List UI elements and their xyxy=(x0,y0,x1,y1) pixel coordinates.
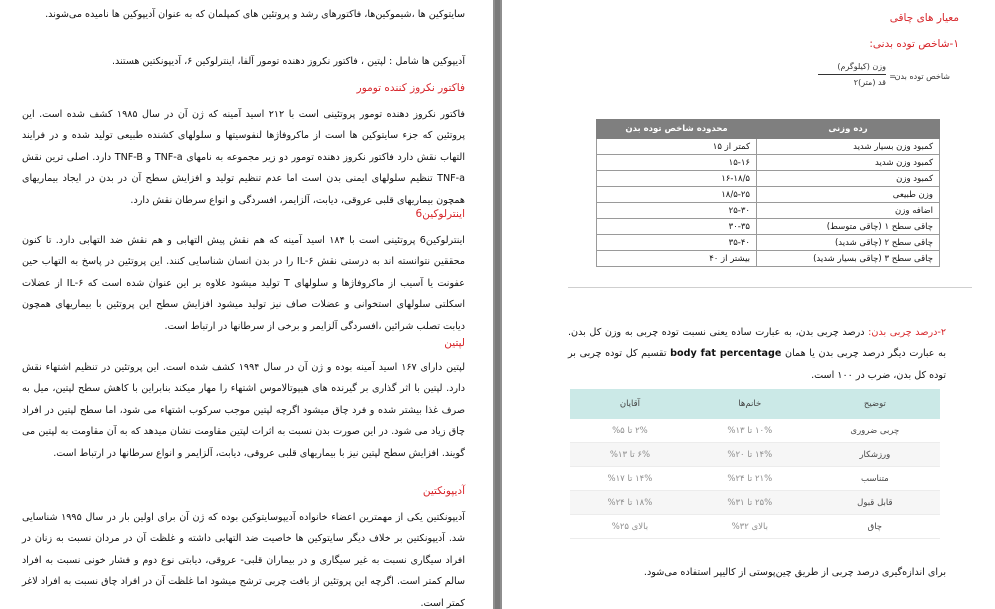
fat-header-women: خانم‌ها xyxy=(690,389,810,419)
bmi-table-header xyxy=(597,120,940,139)
fat-cell-women: ۱۴% تا ۲۰% xyxy=(690,443,810,467)
table-row xyxy=(597,219,940,235)
fat-cell-description: ورزشکار xyxy=(810,443,940,467)
bmi-cell-range: کمتر از ۱۵ xyxy=(597,139,757,155)
fat-cell-women: بالای ۳۲% xyxy=(690,515,810,539)
bmi-cell-range: ۱۵-۱۶ xyxy=(597,155,757,171)
table-row xyxy=(597,139,940,155)
bmi-header-category: رده وزنی xyxy=(757,120,940,139)
fat-header-description: توضیح xyxy=(810,389,940,419)
bmi-cell-category: کمبود وزن شدید xyxy=(757,155,940,171)
heading-body-fat: ۲-درصد چربی بدن: xyxy=(868,327,947,338)
fat-cell-men: بالای ۲۵% xyxy=(570,515,690,539)
fat-table-header xyxy=(570,389,940,419)
formula-fraction-bar xyxy=(818,74,886,75)
bmi-cell-range: ۱۶-۱۸/۵ xyxy=(597,171,757,187)
table-row xyxy=(570,419,940,443)
table-row xyxy=(597,155,940,171)
formula-denominator: قد (متر)۲ xyxy=(853,78,886,87)
heading-bmi: ۱-شاخص توده بدنی: xyxy=(869,38,959,50)
bmi-cell-category: وزن طبیعی xyxy=(757,187,940,203)
formula-numerator: وزن (کیلوگرم) xyxy=(837,62,886,71)
paragraph-cytokines: سایتوکین ها ،شیموکین‌ها، فاکتورهای رشد و پروتئین های کمپلمان که به عنوان آدیپوکین ها نامیده می‌شوند. xyxy=(45,9,465,20)
fat-cell-men: ۱۴% تا ۱۷% xyxy=(570,467,690,491)
bmi-cell-category: اضافه وزن xyxy=(757,203,940,219)
table-row xyxy=(570,491,940,515)
heading-il6: اینترلوکین6 xyxy=(415,208,465,220)
formula-lhs: شاخص توده بدن xyxy=(894,72,950,81)
bmi-cell-range: ۲۵-۳۰ xyxy=(597,203,757,219)
bmi-cell-category: چاقی سطح ۲ (چاقی شدید) xyxy=(757,235,940,251)
heading-tnf: فاکتور نکروز کننده تومور xyxy=(356,82,465,94)
table-row xyxy=(570,467,940,491)
page-divider xyxy=(493,0,502,609)
body-fat-text-1: درصد چربی بدن، به عبارت ساده یعنی نسبت توده چربی به وزن کل بدن. به عبارت دیگر درصد چربی بدن یا همان xyxy=(568,327,946,360)
body-fat-table xyxy=(570,389,940,539)
fat-cell-men: ۱۸% تا ۲۴% xyxy=(570,491,690,515)
heading-leptin: لپتین xyxy=(444,337,465,349)
paragraph-tnf: فاکتور نکروز دهنده تومور پروتئینی است با ۲۱۲ اسید آمینه که ژن آن در سال ۱۹۸۵ کشف شده است. این پروتئین که جزء سایتوکین ها است از ماکروفاژها لنفوسیتها و سلولهای کشنده طبیعی تولید شده و در فرایند التهاب نقش دارد فاکتور نکروز دهنده تومور دو زیر مجموعه به نامهای TNF-a و TNF-B دارد. اصلی ترین نقش TNF-a تنظیم سلولهای ایمنی بدن است اما عدم تنظیم تولید و افزایش سطح آن در بدن در ایجاد بیماریهای همچون بیماریهای قلبی عروقی، دیابت، آلزایمر، افسردگی و انواع سرطان نقش دارد. xyxy=(22,109,465,206)
fat-cell-description: چاق xyxy=(810,515,940,539)
document-page-left xyxy=(0,0,493,609)
paragraph-leptin: لپتین دارای ۱۶۷ اسید آمینه بوده و ژن آن در سال ۱۹۹۴ کشف شده است. این پروتئین در تنظیم اشتهاء نقش دارد. لپتین با اثر گذاری بر گیرنده های هیپوتالاموس اشتهاء را مهار میکند بنابراین با کاهش سطح لپتین، میل به صرف غذا بیشتر شده و فرد چاق میشود اگرچه لپتین موجب سرکوب اشتهاء می شود، اما سطح لپتین در افراد چاق زیاد می شود. در این صورت بدن نسبت به اثرات لپتین مقاومت نشان میدهد که به آن مقاومت به لپتین می گویند. افزایش سطح لپتین نیز با بیماریهای قلبی عروقی، دیابت، آلزایمر و انواع سرطانها در ارتباط است. xyxy=(22,362,466,459)
bmi-cell-category: کمبود وزن بسیار شدید xyxy=(757,139,940,155)
paragraph-adipokines-list: آدیپوکین ها شامل : لپتین ، فاکتور نکروز دهنده تومور آلفا، اینترلوکین ۶، آدیپونکتین هستند. xyxy=(111,56,465,67)
fat-header-men: آقایان xyxy=(570,389,690,419)
table-row xyxy=(597,251,940,267)
table-row xyxy=(570,515,940,539)
paragraph-adiponectin: آدیپونکتین یکی از مهمترین اعضاء خانواده آدیپوسایتوکین بوده که ژن آن برای اولین بار در سال ۱۹۹۵ شناسایی شد. آدیپونکتین بر خلاف دیگر سایتوکین ها خاصیت ضد التهابی داشته و غلظت آن در مردان نسبت به زنان در افراد سیگاری نسبت به غیر سیگاری و در بیماران قلبی- عروقی، دیابتی نوع دوم و فشار خونی نسبت به افراد سالم کمتر است. اگرچه این پروتئین از بافت چربی ترشح میشود اما غلظت آن در افراد چاق نسبت به افراد لاغر کمتر است. xyxy=(22,512,465,609)
bmi-cell-category: کمبود وزن xyxy=(757,171,940,187)
table-row xyxy=(597,235,940,251)
body-fat-text-2: تقسیم کل توده چربی بر توده کل بدن، ضرب در ۱۰۰ است. xyxy=(568,348,946,381)
fat-cell-women: ۲۱% تا ۲۴% xyxy=(690,467,810,491)
section-divider xyxy=(568,287,972,288)
paragraph-body-fat xyxy=(568,322,946,386)
table-row xyxy=(597,203,940,219)
bmi-cell-range: ۳۵-۴۰ xyxy=(597,235,757,251)
bmi-cell-category: چاقی سطح ۳ (چاقی بسیار شدید) xyxy=(757,251,940,267)
heading-obesity-criteria: معیار های چاقی xyxy=(889,12,959,24)
paragraph-caliper: برای اندازه‌گیری درصد چربی از طریق چین‌پوستی از کالیپر استفاده می‌شود. xyxy=(643,567,946,578)
body-fat-term: body fat percentage xyxy=(670,348,782,360)
fat-cell-women: ۱۰% تا ۱۳% xyxy=(690,419,810,443)
fat-cell-men: ۶% تا ۱۳% xyxy=(570,443,690,467)
fat-cell-description: متناسب xyxy=(810,467,940,491)
fat-cell-description: چربی ضروری xyxy=(810,419,940,443)
bmi-table xyxy=(596,119,940,267)
heading-adiponectin: آدیپونکتین xyxy=(422,485,465,497)
bmi-formula xyxy=(800,62,950,94)
fat-cell-description: قابل قبول xyxy=(810,491,940,515)
bmi-cell-category: چاقی سطح ۱ (چاقی متوسط) xyxy=(757,219,940,235)
table-row xyxy=(597,171,940,187)
bmi-cell-range: بیشتر از ۴۰ xyxy=(597,251,757,267)
paragraph-il6: اینترلوکین6 پروتئینی است با ۱۸۴ اسید آمینه که هم نقش پیش التهابی و هم نقش ضد التهابی دارد. تا کنون محققین نتوانسته اند به درستی نقش IL-۶ را در بدن انسان شناسایی کنند. این پروتئین در پاسخ به التهاب حین عفونت یا آسیب از ماکروفاژها و سلولهای T تولید میشود علاوه بر این عنوان شده است که IL-۶ از عضلات اسکلتی سلولهای استخوانی و عضلات صاف نیز تولید میشود افزایش سطح این پروتئین با بیماریهای همچون دیابت تصلب شرائین ،افسردگی آلزایمر و برخی از سرطانها در ارتباط است. xyxy=(22,235,465,332)
divider-shadow xyxy=(495,0,500,609)
bmi-cell-range: ۳۰-۳۵ xyxy=(597,219,757,235)
bmi-header-range: محدوده شاخص توده بدن xyxy=(597,120,757,139)
fat-cell-women: ۲۵% تا ۳۱% xyxy=(690,491,810,515)
bmi-cell-range: ۱۸/۵-۲۵ xyxy=(597,187,757,203)
table-row xyxy=(570,443,940,467)
table-row xyxy=(597,187,940,203)
formula-equals: = xyxy=(889,72,896,81)
fat-cell-men: ۲% تا ۵% xyxy=(570,419,690,443)
